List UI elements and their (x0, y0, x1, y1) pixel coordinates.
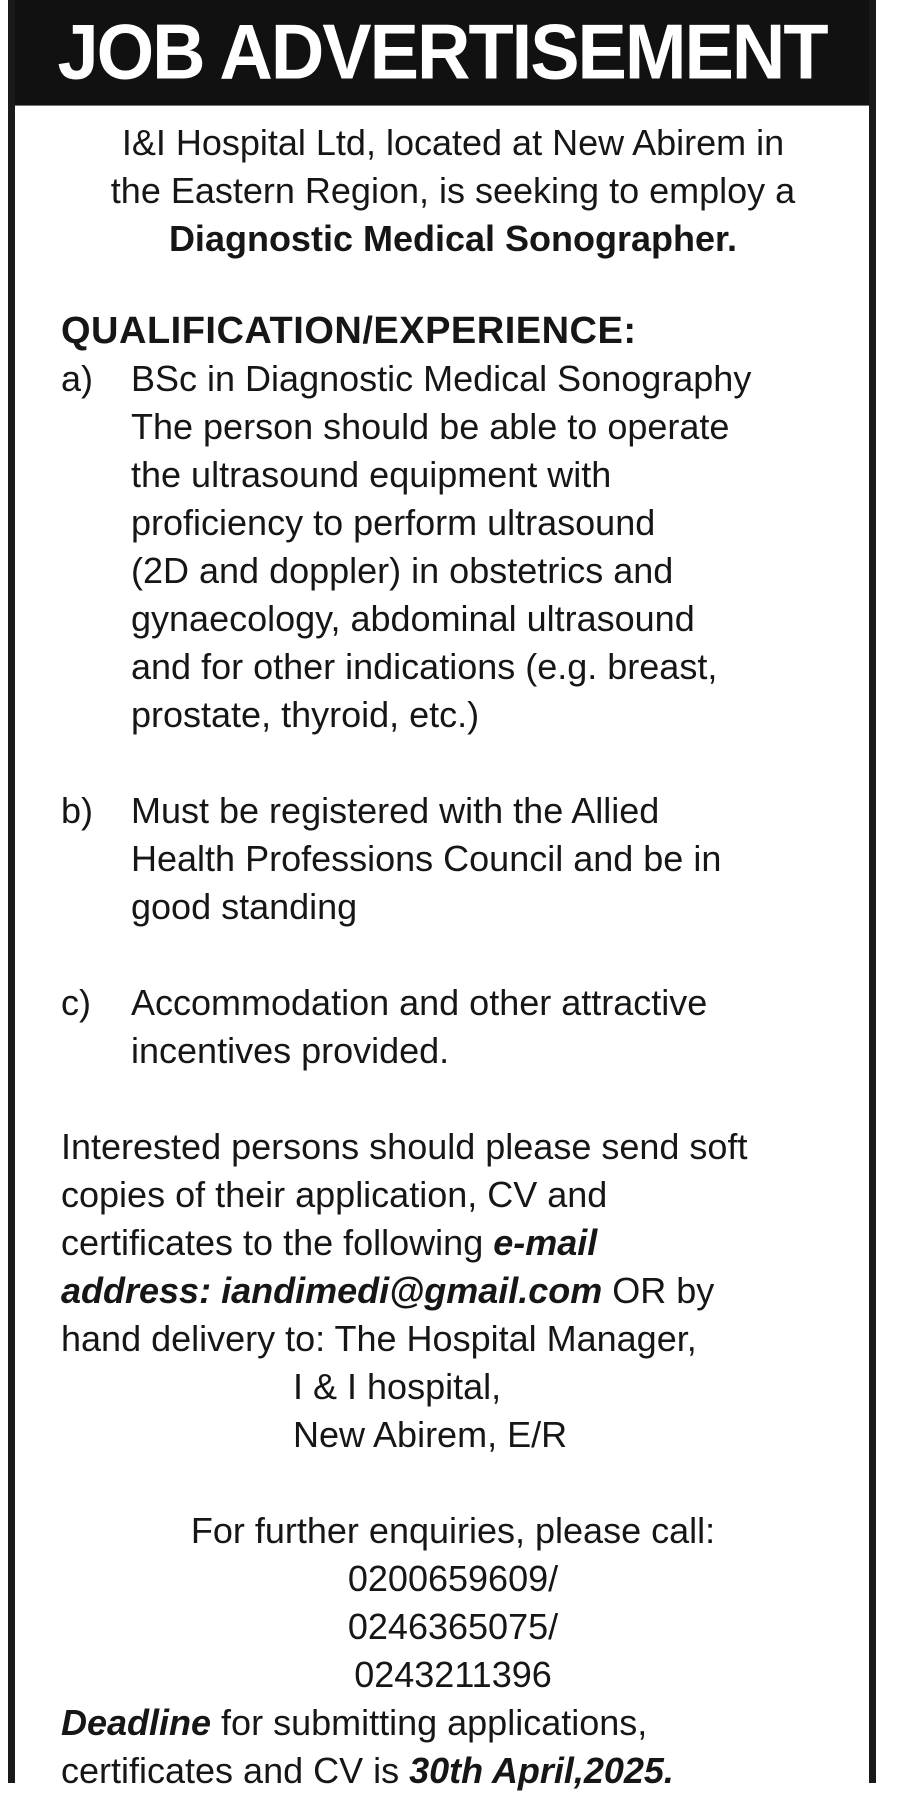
item-text (131, 787, 845, 931)
intro-line-2: the Eastern Region, is seeking to employ a (110, 170, 796, 211)
position-title: Diagnostic Medical Sonographer. (168, 218, 738, 259)
intro-line-1: I&I Hospital Ltd, located at New Abirem in (121, 122, 785, 163)
item-line: (2D and doppler) in obstetrics and (131, 550, 674, 591)
item-line: incentives provided. (131, 1030, 450, 1071)
application-text: certificates to the following (61, 1222, 494, 1263)
item-text (131, 979, 845, 1075)
advert-title: JOB ADVERTISEMENT (15, 0, 869, 106)
email-label: e-mail (493, 1222, 598, 1263)
qualification-list (61, 355, 845, 1075)
deadline-label: Deadline (61, 1702, 212, 1743)
item-line: Must be registered with the Allied (131, 790, 660, 831)
item-line: proficiency to perform ultrasound (131, 502, 656, 543)
phone-number: 0243211396 (354, 1654, 552, 1695)
intro-paragraph (61, 119, 845, 263)
deadline-text: certificates and CV is (61, 1750, 410, 1791)
qualification-item-b (61, 787, 845, 931)
item-letter: b) (61, 790, 94, 831)
qualification-heading: QUALIFICATION/EXPERIENCE: (61, 310, 637, 352)
qualification-item-a (61, 355, 845, 739)
deadline-notice (61, 1699, 845, 1795)
item-line: good standing (131, 886, 358, 927)
item-letter: c) (61, 982, 91, 1023)
item-line: the ultrasound equipment with (131, 454, 612, 495)
qualification-item-c (61, 979, 845, 1075)
job-advertisement (8, 0, 876, 1791)
item-line: The person should be able to operate (131, 406, 730, 447)
email-address: address: iandimedi@gmail.com (61, 1270, 603, 1311)
item-line: BSc in Diagnostic Medical Sonography (131, 358, 752, 399)
application-line: copies of their application, CV and (61, 1174, 608, 1215)
phone-number: 0200659609/ (347, 1558, 559, 1599)
application-line (61, 1219, 845, 1267)
deadline-line-1 (61, 1699, 845, 1747)
application-line: hand delivery to: The Hospital Manager, (61, 1318, 697, 1359)
deadline-date: 30th April,2025. (409, 1750, 674, 1791)
item-line: gynaecology, abdominal ultrasound (131, 598, 695, 639)
item-line: prostate, thyroid, etc.) (131, 694, 480, 735)
advert-body (15, 103, 869, 1795)
application-text: OR by (602, 1270, 715, 1311)
application-line: Interested persons should please send soft (61, 1126, 748, 1167)
item-line: and for other indications (e.g. breast, (131, 646, 718, 687)
address-line-2: New Abirem, E/R (293, 1414, 568, 1455)
application-instructions (61, 1123, 845, 1459)
item-line: Health Professions Council and be in (131, 838, 722, 879)
item-text (131, 355, 845, 739)
item-letter: a) (61, 358, 94, 399)
phone-number: 0246365075/ (347, 1606, 559, 1647)
enquiries-label: For further enquiries, please call: (190, 1510, 716, 1551)
deadline-text: for submitting applications, (211, 1702, 648, 1743)
address-line-1: I & I hospital, (293, 1366, 502, 1407)
deadline-line-2 (61, 1747, 845, 1795)
item-line: Accommodation and other attractive (131, 982, 708, 1023)
enquiries-block (61, 1507, 845, 1699)
application-line (61, 1267, 845, 1315)
